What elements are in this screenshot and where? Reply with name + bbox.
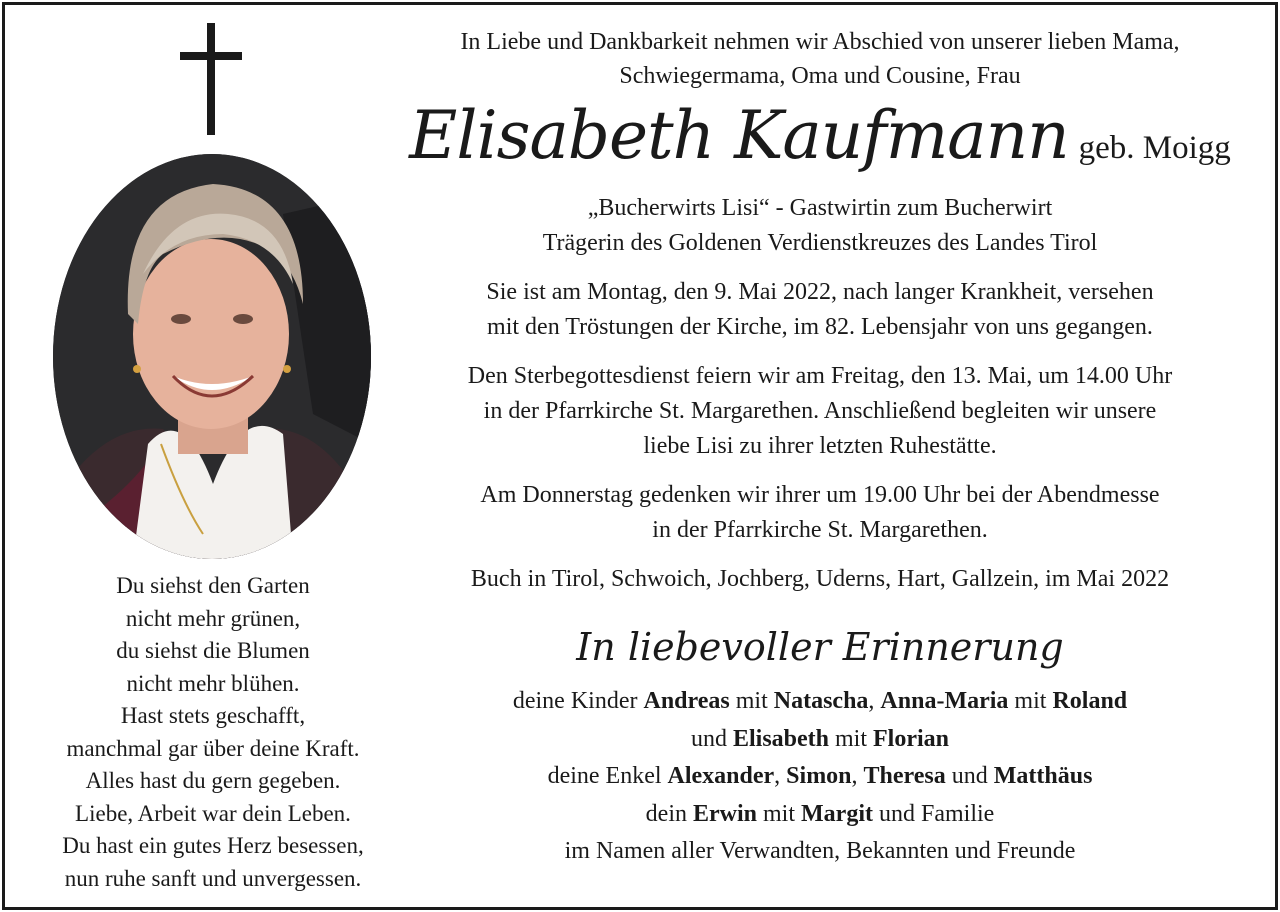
family-text: mit	[729, 688, 774, 714]
memorial-mass	[380, 478, 1260, 548]
family-member-name: Natascha	[773, 688, 869, 714]
family-member-name: Theresa	[863, 763, 946, 789]
family-line	[380, 683, 1260, 721]
funeral-info	[380, 359, 1260, 464]
remembrance-heading: In liebevoller Erinnerung	[576, 625, 1064, 669]
family-member-name: Anna-Maria	[880, 688, 1009, 714]
obituary-frame	[2, 2, 1278, 910]
poem-line: Alles hast du gern gegeben.	[85, 768, 341, 793]
family-member-name: Andreas	[643, 688, 730, 714]
family-member-name: Simon	[786, 763, 852, 789]
cross-icon	[180, 23, 242, 135]
family-text: ,	[774, 763, 787, 789]
death-notice	[380, 275, 1260, 345]
family-member-name: Matthäus	[993, 763, 1093, 789]
place-date-line: Buch in Tirol, Schwoich, Jochberg, Uderns, Hart, Gallzein, im Mai 2022	[470, 566, 1170, 592]
poem	[23, 570, 403, 895]
family-member-name: Margit	[801, 800, 873, 827]
memorial-line: in der Pfarrkirche St. Margarethen.	[652, 517, 988, 543]
family-text: mit	[1008, 688, 1053, 714]
family-text: und Familie	[873, 800, 995, 827]
family-member-name: Roland	[1052, 688, 1128, 714]
death-notice-line: Sie ist am Montag, den 9. Mai 2022, nach langer Krankheit, versehen	[486, 279, 1154, 305]
family-text: und	[945, 763, 994, 789]
poem-line: nicht mehr grünen,	[125, 605, 301, 631]
poem-line: manchmal gar über deine Kraft.	[66, 735, 360, 761]
family-text: mit	[757, 800, 802, 827]
poem-line: Liebe, Arbeit war dein Leben.	[75, 800, 351, 826]
poem-line: Du hast ein gutes Herz besessen,	[62, 833, 364, 858]
portrait-photo	[53, 154, 371, 559]
intro-line: In Liebe und Dankbarkeit nehmen wir Abschied von unserer lieben Mama,	[460, 29, 1180, 55]
funeral-line: in der Pfarrkirche St. Margarethen. Anschließend begleiten wir unsere	[483, 398, 1157, 424]
family-text: und	[690, 725, 733, 752]
family-list	[380, 683, 1260, 871]
title-line: Trägerin des Goldenen Verdienstkreuzes des Landes Tirol	[542, 230, 1098, 256]
funeral-line: Den Sterbegottesdienst feiern wir am Freitag, den 13. Mai, um 14.00 Uhr	[467, 363, 1173, 389]
family-line	[380, 721, 1260, 759]
family-line	[380, 758, 1260, 796]
family-text: deine Enkel	[547, 763, 668, 789]
poem-line: Hast stets geschafft,	[120, 703, 306, 728]
maiden-name: geb. Moigg	[1078, 130, 1231, 166]
poem-line: nicht mehr blühen.	[126, 670, 300, 696]
title-line: „Bucherwirts Lisi“ - Gastwirtin zum Bucherwirt	[587, 195, 1053, 221]
intro-line: Schwiegermama, Oma und Cousine, Frau	[619, 63, 1021, 89]
family-text: dein	[645, 800, 693, 827]
memorial-line: Am Donnerstag gedenken wir ihrer um 19.00 Uhr bei der Abendmesse	[480, 482, 1160, 508]
family-member-name: Florian	[873, 725, 950, 752]
funeral-line: liebe Lisi zu ihrer letzten Ruhestätte.	[643, 433, 997, 459]
name-row	[380, 97, 1260, 185]
family-line: im Namen aller Verwandten, Bekannten und Freunde	[564, 838, 1076, 864]
death-notice-line: mit den Tröstungen der Kirche, im 82. Lebensjahr von uns gegangen.	[487, 314, 1153, 340]
family-member-name: Erwin	[693, 800, 758, 827]
place-date	[380, 562, 1260, 597]
family-member-name: Elisabeth	[732, 725, 829, 752]
family-text: ,	[868, 688, 881, 714]
family-text: ,	[851, 763, 864, 789]
poem-line: Du siehst den Garten	[116, 573, 310, 598]
poem-line: nun ruhe sanft und unvergessen.	[64, 865, 362, 891]
family-member-name: Alexander	[667, 763, 775, 789]
family-text: mit	[829, 725, 874, 752]
intro	[380, 25, 1260, 93]
poem-line: du siehst die Blumen	[116, 638, 310, 663]
main-text	[380, 25, 1260, 871]
family-text: deine Kinder	[512, 688, 644, 714]
titles	[380, 191, 1260, 261]
family-line	[380, 796, 1260, 834]
deceased-name: Elisabeth Kaufmann	[409, 97, 1069, 174]
